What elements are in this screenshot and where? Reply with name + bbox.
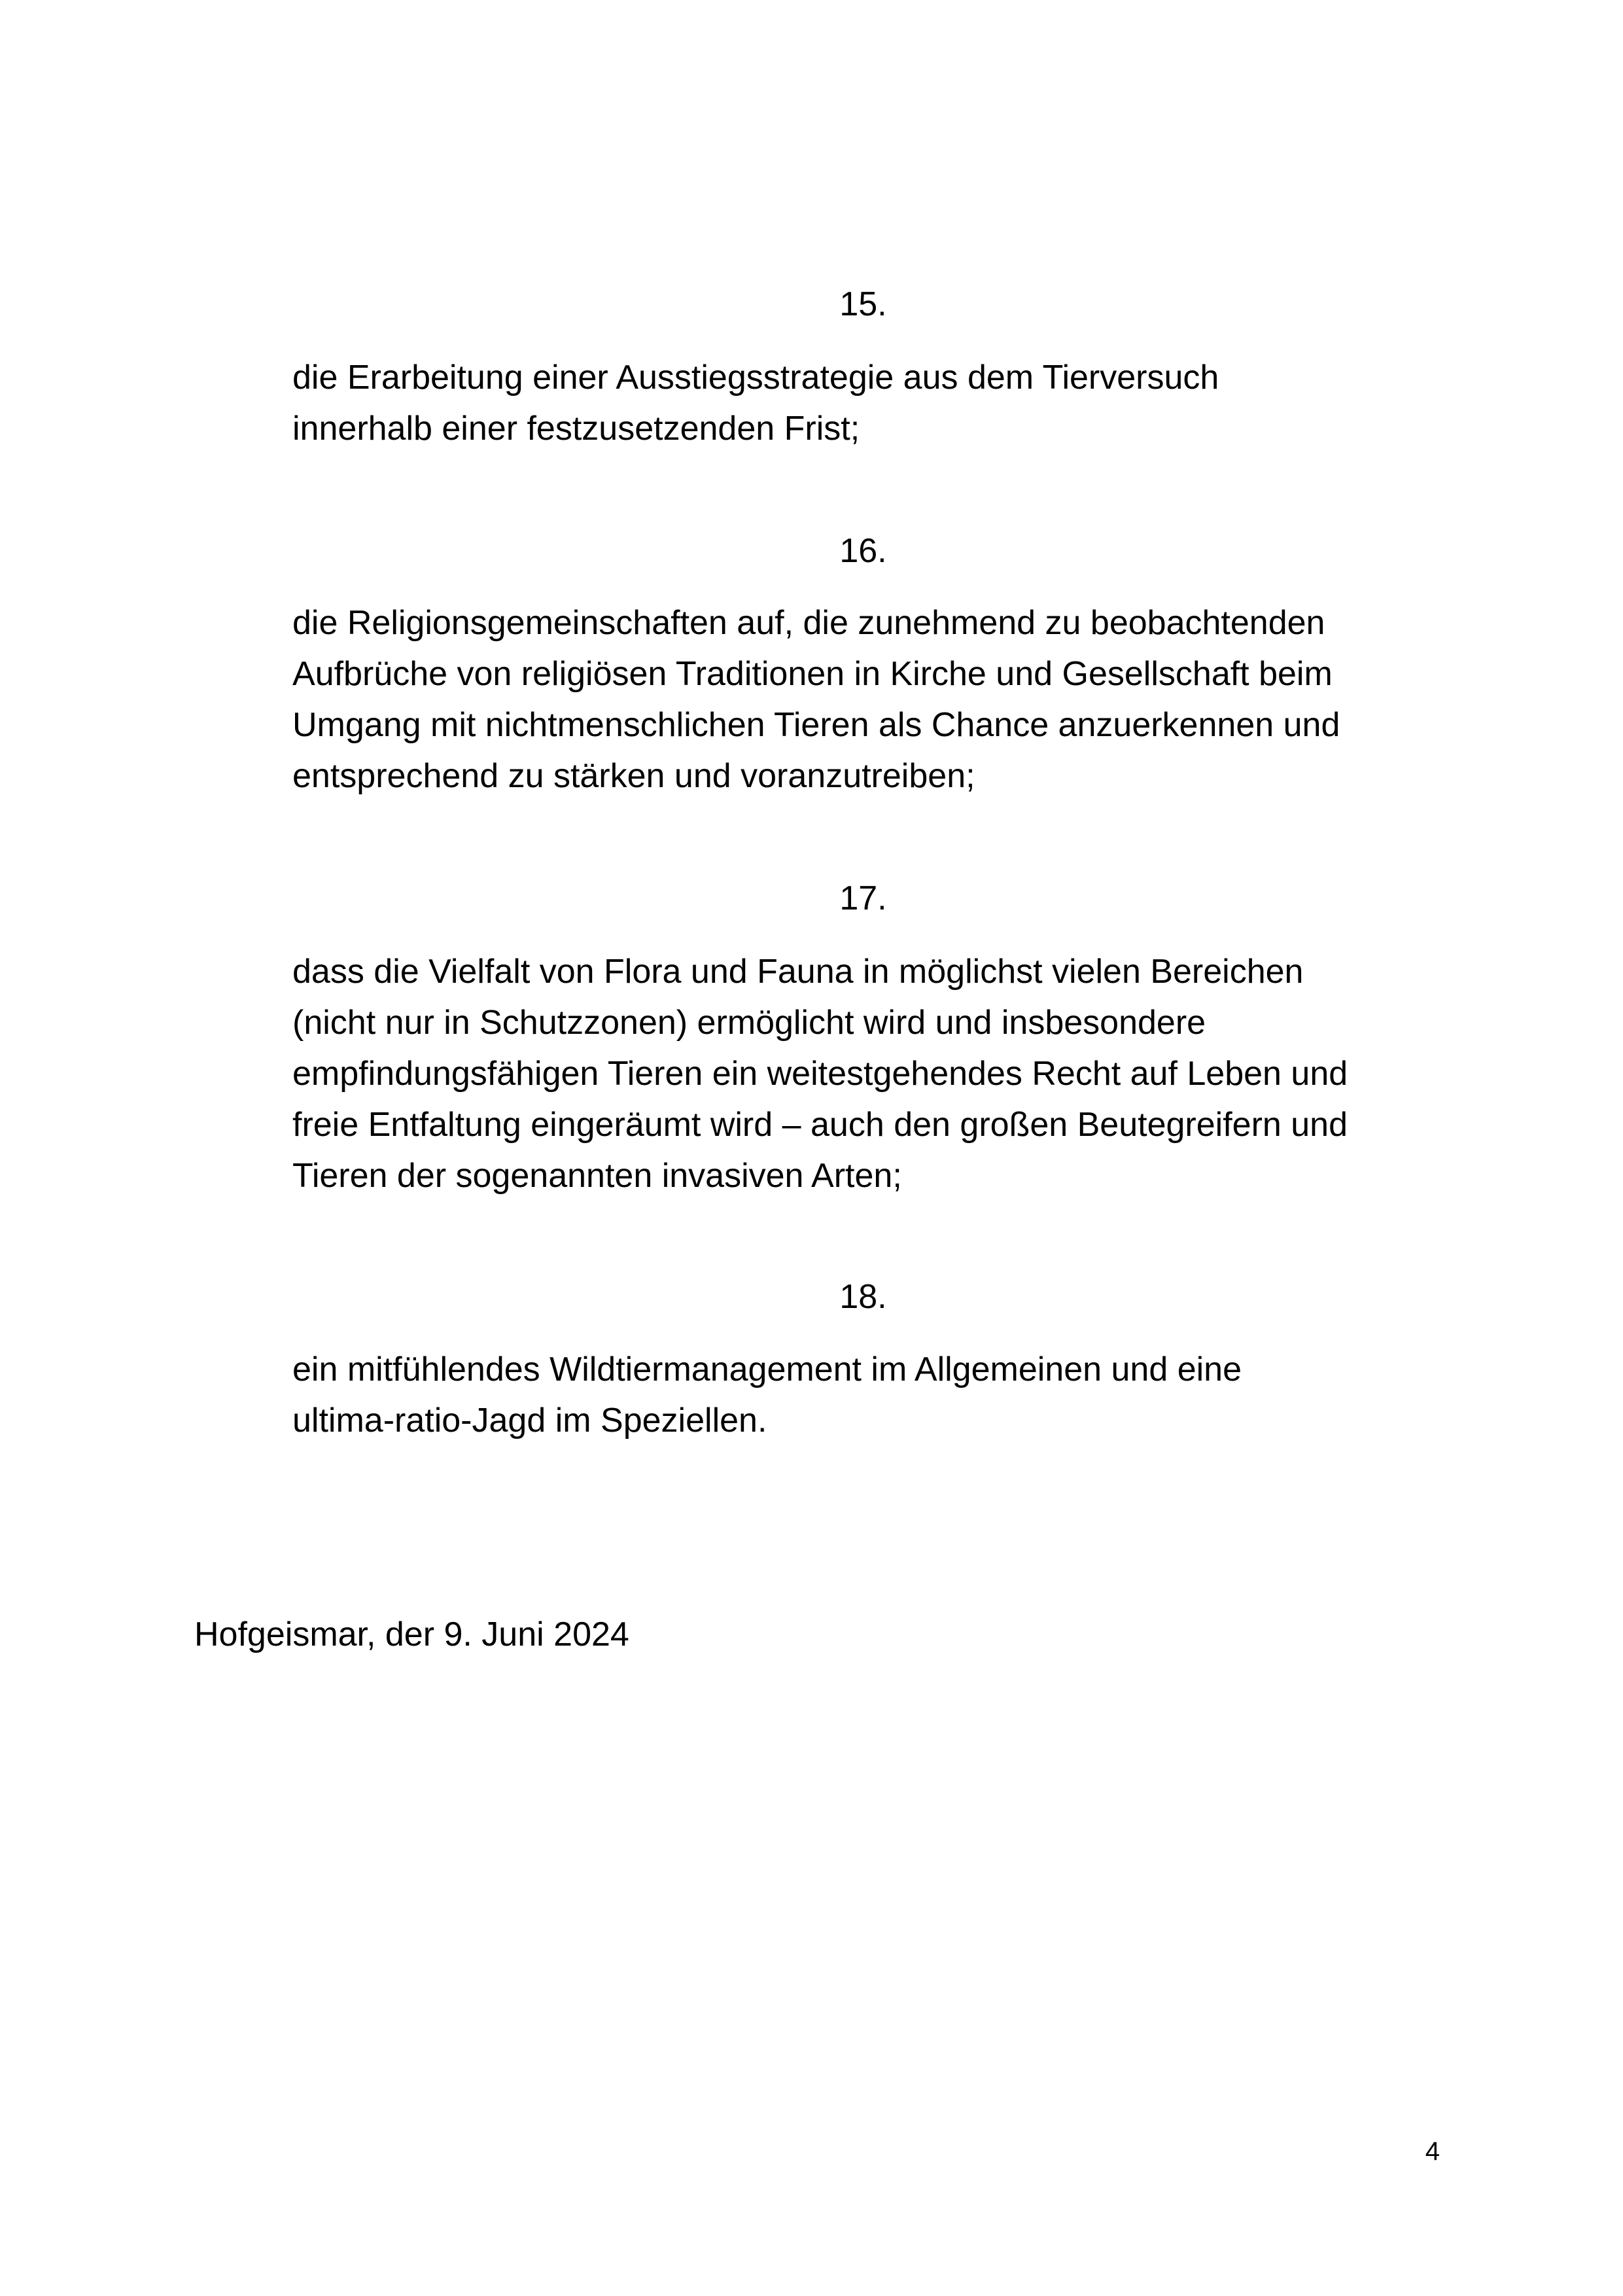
text-line: innerhalb einer festzusetzenden Frist; xyxy=(292,410,860,448)
section-number-18: 18. xyxy=(839,1278,887,1316)
text-line: Aufbrüche von religiösen Traditionen in Kirche und Gesellschaft beim xyxy=(292,655,1333,693)
text-line: (nicht nur in Schutzzonen) ermöglicht wird und insbesondere xyxy=(292,1004,1206,1042)
text-line: entsprechend zu stärken und voranzutreiben; xyxy=(292,757,975,795)
section-number-15: 15. xyxy=(839,285,887,323)
section-number-17: 17. xyxy=(839,879,887,917)
text-line: Tieren der sogenannten invasiven Arten; xyxy=(292,1157,902,1195)
section-text-16 xyxy=(292,597,1476,802)
text-line: ultima-ratio-Jagd im Speziellen. xyxy=(292,1402,767,1439)
text-line: Umgang mit nichtmenschlichen Tieren als Chance anzuerkennen und xyxy=(292,706,1340,744)
text-line: ein mitfühlendes Wildtiermanagement im Allgemeinen und eine xyxy=(292,1351,1242,1388)
section-text-17 xyxy=(292,946,1476,1201)
page-number: 4 xyxy=(1425,2137,1440,2166)
text-line: freie Entfaltung eingeräumt wird – auch den großen Beutegreifern und xyxy=(292,1106,1348,1144)
section-text-18 xyxy=(292,1344,1476,1446)
text-line: empfindungsfähigen Tieren ein weitestgehendes Recht auf Leben und xyxy=(292,1055,1348,1093)
section-number-16: 16. xyxy=(839,532,887,570)
text-line: die Erarbeitung einer Ausstiegsstrategie aus dem Tierversuch xyxy=(292,359,1219,397)
text-line: die Religionsgemeinschaften auf, die zunehmend zu beobachtenden xyxy=(292,604,1325,642)
section-text-15 xyxy=(292,352,1476,454)
place-date: Hofgeismar, der 9. Juni 2024 xyxy=(194,1616,629,1653)
text-line: dass die Vielfalt von Flora und Fauna in möglichst vielen Bereichen xyxy=(292,953,1304,991)
